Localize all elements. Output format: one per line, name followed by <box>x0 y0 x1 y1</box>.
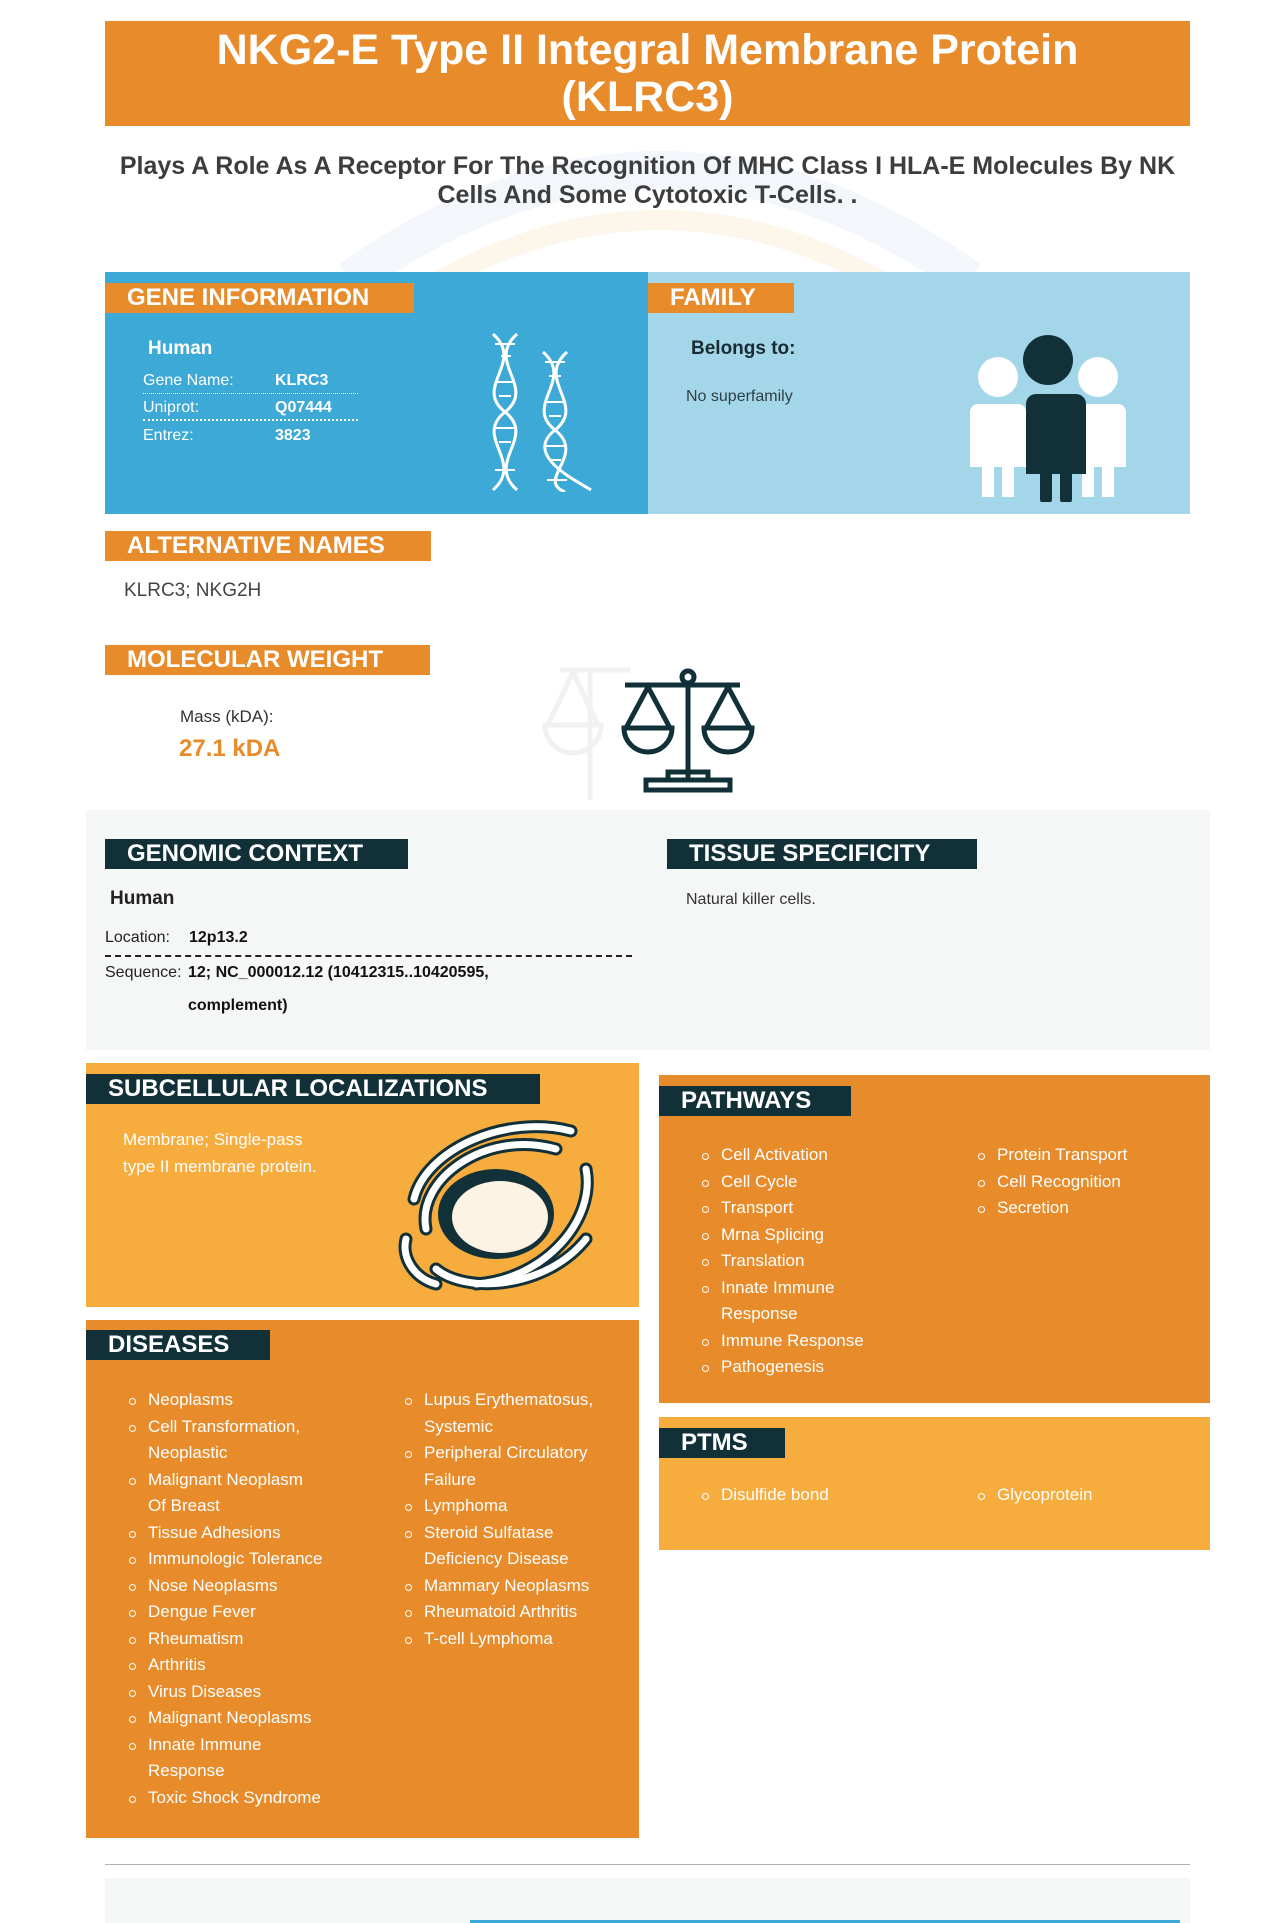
gene-row <box>143 367 358 394</box>
subcellular-line: type II membrane protein. <box>123 1157 317 1176</box>
pathway-item: Cell Activation <box>697 1142 897 1169</box>
page-title: NKG2-E Type II Integral Membrane Protein (KLRC3) <box>216 25 1079 121</box>
gene-row-label: Entrez: <box>143 427 194 444</box>
location-label: Location: <box>105 929 170 946</box>
disease-item: Toxic Shock Syndrome <box>124 1785 324 1812</box>
pathway-item: Innate Immune Response <box>697 1275 897 1328</box>
disease-item: Lymphoma <box>400 1493 610 1520</box>
disease-item: Dengue Fever <box>124 1599 324 1626</box>
gene-information-panel <box>105 272 648 514</box>
genomic-context-heading: GENOMIC CONTEXT <box>105 839 408 869</box>
disease-item: Malignant Neoplasm Of Breast <box>124 1467 324 1520</box>
disease-item: Lupus Erythematosus, Systemic <box>400 1387 610 1440</box>
protein-description: Plays A Role As A Receptor For The Recognition Of MHC Class I HLA-E Molecules By NK Cells And Some Cytotoxic T-Cells. . <box>119 152 1176 209</box>
subcellular-line: Membrane; Single-pass <box>123 1130 303 1149</box>
pathway-item: Secretion <box>973 1195 1183 1222</box>
gene-row <box>143 394 358 421</box>
pathway-item: Immune Response <box>697 1328 897 1355</box>
footer-section <box>105 1878 1190 1923</box>
disease-item: Rheumatoid Arthritis <box>400 1599 610 1626</box>
gene-information-heading: GENE INFORMATION <box>105 283 414 313</box>
sequence-value: 12; NC_000012.12 (10412315..10420595, <box>188 964 489 981</box>
dashed-divider <box>105 955 632 957</box>
mass-value: 27.1 kDA <box>179 735 281 762</box>
disease-item: T-cell Lymphoma <box>400 1626 610 1653</box>
ptms-heading: PTMS <box>659 1428 785 1458</box>
balance-scale-icon <box>540 660 760 810</box>
disease-item: Arthritis <box>124 1652 324 1679</box>
pathway-item: Pathogenesis <box>697 1354 897 1381</box>
ptm-item: Glycoprotein <box>973 1482 1183 1509</box>
alternative-names-value: KLRC3; NKG2H <box>124 580 262 601</box>
genomic-species: Human <box>110 888 175 909</box>
dna-helix-icon <box>465 332 615 492</box>
gene-row-value: 3823 <box>275 427 311 444</box>
diseases-panel <box>86 1320 639 1838</box>
sequence-label: Sequence: <box>105 964 182 981</box>
footer-divider <box>105 1864 1190 1865</box>
family-heading: FAMILY <box>648 283 794 313</box>
mass-label: Mass (kDA): <box>180 707 274 726</box>
genomic-tissue-section <box>86 810 1210 1050</box>
disease-item: Immunologic Tolerance <box>124 1546 324 1573</box>
subcellular-heading: SUBCELLULAR LOCALIZATIONS <box>86 1074 540 1104</box>
people-group-icon <box>968 332 1128 502</box>
diseases-list-col1 <box>124 1387 324 1811</box>
gene-row <box>143 422 358 449</box>
gene-species: Human <box>148 338 213 359</box>
subcellular-panel <box>86 1063 639 1307</box>
pathway-item: Cell Recognition <box>973 1169 1183 1196</box>
subcellular-value <box>123 1126 317 1180</box>
disease-item: Neoplasms <box>124 1387 324 1414</box>
ptm-item: Disulfide bond <box>697 1482 897 1509</box>
gene-row-label: Uniprot: <box>143 399 200 416</box>
pathways-panel <box>659 1075 1210 1403</box>
disease-item: Virus Diseases <box>124 1679 324 1706</box>
gene-row-value: KLRC3 <box>275 372 329 389</box>
location-value: 12p13.2 <box>189 929 248 946</box>
pathways-heading: PATHWAYS <box>659 1086 851 1116</box>
tissue-specificity-value: Natural killer cells. <box>686 891 816 908</box>
ptms-list-col1 <box>697 1482 897 1509</box>
pathway-item: Protein Transport <box>973 1142 1183 1169</box>
diseases-heading: DISEASES <box>86 1330 270 1360</box>
pathway-item: Cell Cycle <box>697 1169 897 1196</box>
disease-item: Tissue Adhesions <box>124 1520 324 1547</box>
gene-row-value: Q07444 <box>275 399 332 416</box>
pathways-list-col1 <box>697 1142 897 1381</box>
disease-item: Cell Transformation, Neoplastic <box>124 1414 324 1467</box>
title-banner <box>105 21 1190 126</box>
pathway-item: Mrna Splicing <box>697 1222 897 1249</box>
pathway-item: Transport <box>697 1195 897 1222</box>
sequence-value-cont: complement) <box>188 997 288 1014</box>
gene-row-label: Gene Name: <box>143 372 234 389</box>
disease-item: Nose Neoplasms <box>124 1573 324 1600</box>
pathways-list-col2 <box>973 1142 1183 1222</box>
pathway-item: Translation <box>697 1248 897 1275</box>
disease-item: Rheumatism <box>124 1626 324 1653</box>
family-panel <box>648 272 1190 514</box>
organelle-icon <box>396 1109 606 1299</box>
family-value: No superfamily <box>686 388 793 405</box>
disease-item: Malignant Neoplasms <box>124 1705 324 1732</box>
disease-item: Peripheral Circulatory Failure <box>400 1440 610 1493</box>
ptms-panel <box>659 1417 1210 1550</box>
diseases-list-col2 <box>400 1387 610 1652</box>
alternative-names-heading: ALTERNATIVE NAMES <box>105 531 431 561</box>
tissue-specificity-heading: TISSUE SPECIFICITY <box>667 839 977 869</box>
molecular-weight-heading: MOLECULAR WEIGHT <box>105 645 430 675</box>
disease-item: Innate Immune Response <box>124 1732 324 1785</box>
ptms-list-col2 <box>973 1482 1183 1509</box>
disease-item: Mammary Neoplasms <box>400 1573 610 1600</box>
disease-item: Steroid Sulfatase Deficiency Disease <box>400 1520 610 1573</box>
family-belongs-label: Belongs to: <box>691 338 796 359</box>
